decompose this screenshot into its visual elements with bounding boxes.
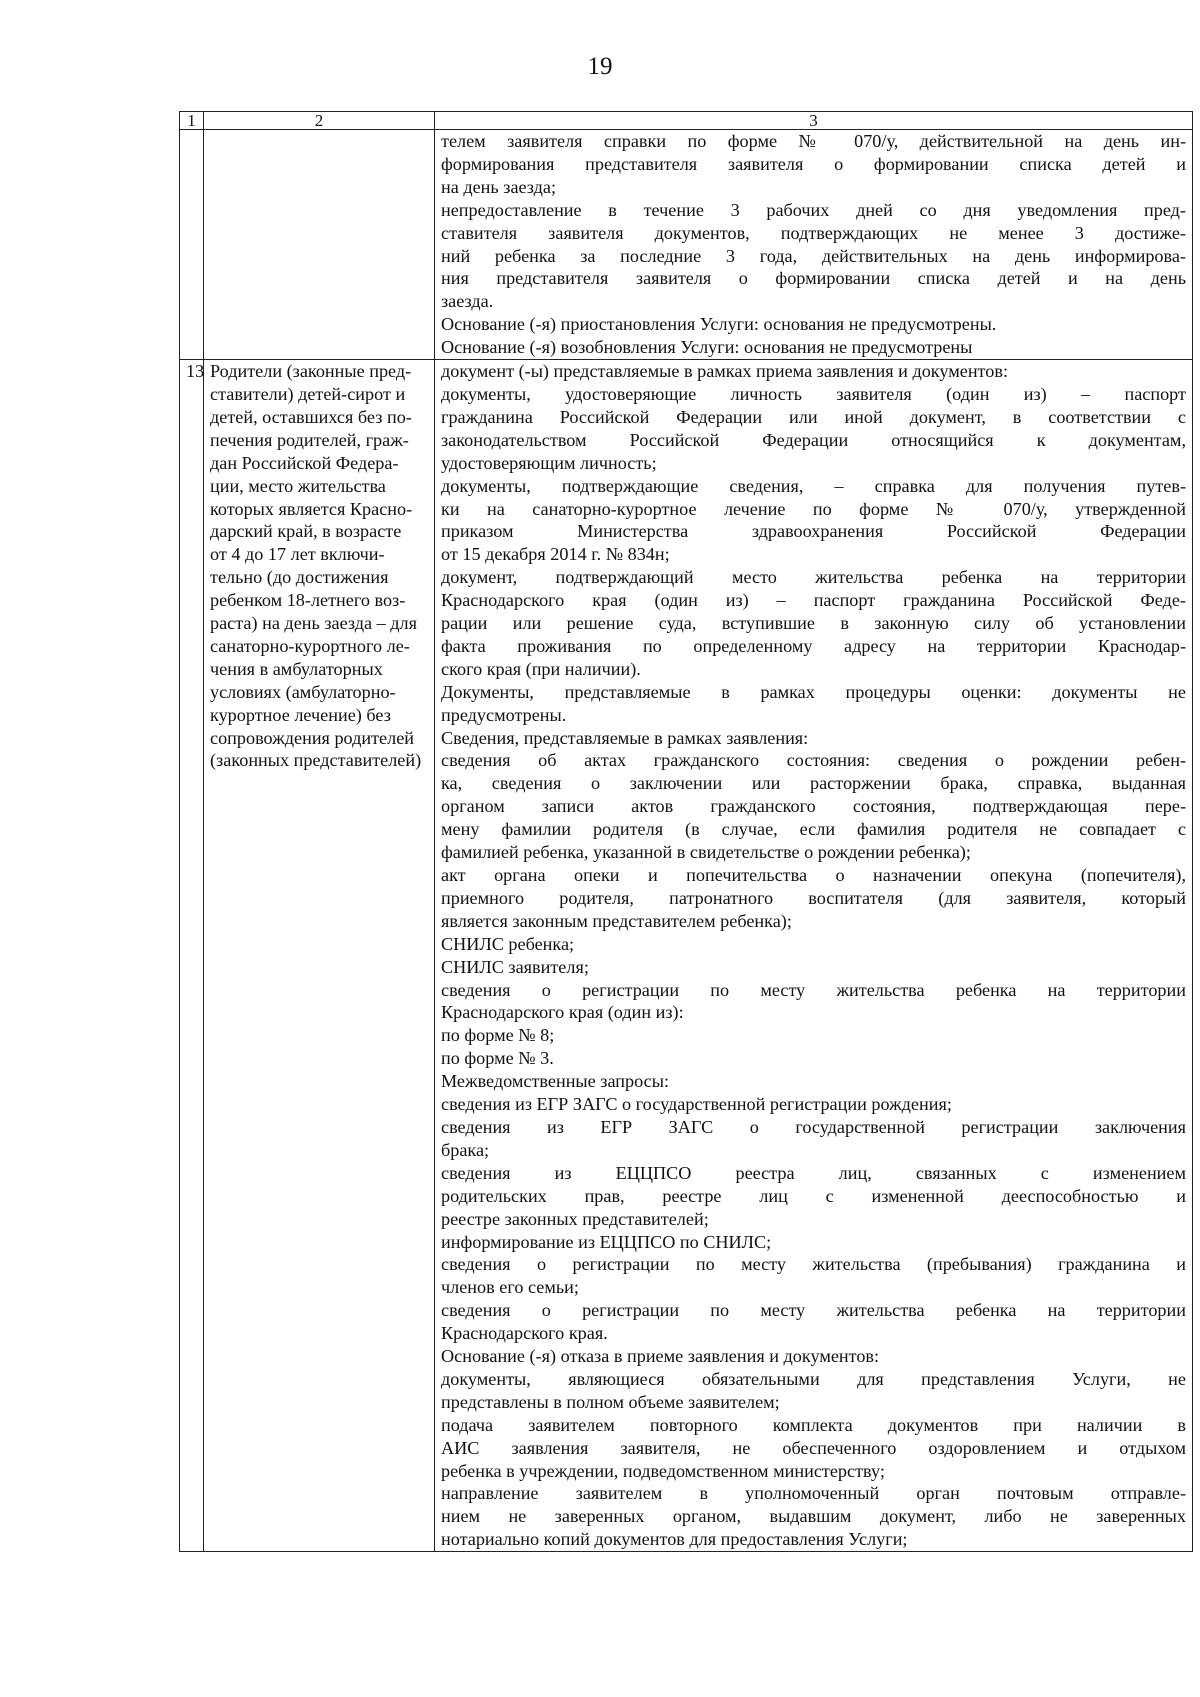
text-line: ции, место жительства	[210, 475, 386, 496]
text-line: от 15 декабря 2014 г. № 834н;	[441, 544, 670, 565]
text-line: направление заявителем в уполномоченный орган почтовым отправле-	[441, 1483, 1186, 1504]
text-line: сведения из ЕГР ЗАГС о государственной регистрации заключения	[441, 1116, 1186, 1137]
row-number-cell	[180, 130, 204, 360]
text-line: приемного родителя, патронатного воспитателя (для заявителя, который	[441, 887, 1186, 908]
text-line: сведения о регистрации по месту жительства ребенка на территории	[441, 1300, 1186, 1321]
details-cell	[435, 130, 1193, 360]
text-line: формирования представителя заявителя о формировании списка детей и	[441, 153, 1186, 174]
category-cell	[204, 130, 435, 360]
text-line: законодательством Российской Федерации относящийся к документам,	[441, 429, 1186, 450]
details-text	[441, 360, 1186, 1551]
text-line: документы, удостоверяющие личность заявителя (один из) – паспорт	[441, 383, 1186, 404]
text-line: документ, подтверждающий место жительства ребенка на территории	[441, 567, 1186, 588]
text-line: дарский край, в возрасте	[210, 521, 402, 542]
text-line: гражданина Российской Федерации или иной документ, в соответствии с	[441, 406, 1186, 427]
row-number-cell: 13	[180, 360, 204, 1552]
text-line: ставителя заявителя документов, подтверждающих не менее 3 достиже-	[441, 222, 1186, 243]
text-line: на день заезда;	[441, 176, 557, 197]
text-line: Сведения, представляемые в рамках заявления:	[441, 727, 809, 748]
text-line: органом записи актов гражданского состояния, подтверждающая пере-	[441, 796, 1186, 817]
text-line: является законным представителем ребенка);	[441, 910, 792, 931]
category-text	[210, 360, 428, 772]
text-line: нотариально копий документов для предоставления Услуги;	[441, 1529, 908, 1550]
text-line: удостоверяющим личность;	[441, 452, 657, 473]
text-line: членов его семьи;	[441, 1277, 579, 1298]
text-line: тельно (до достижения	[210, 567, 389, 588]
text-line: по форме № 8;	[441, 1025, 555, 1046]
text-line: от 4 до 17 лет включи-	[210, 544, 385, 565]
text-line: брака;	[441, 1139, 490, 1160]
text-line: сведения об актах гражданского состояния: сведения о рождении ребен-	[441, 750, 1186, 771]
header-col-2: 2	[204, 112, 435, 130]
text-line: ского края (при наличии).	[441, 658, 641, 679]
text-line: условиях (амбулаторно-	[210, 681, 396, 702]
text-line: Документы, представляемые в рамках процедуры оценки: документы не	[441, 681, 1186, 702]
details-cell	[435, 360, 1193, 1552]
table-row-continuation	[180, 130, 1193, 360]
text-line: фамилией ребенка, указанной в свидетельстве о рождении ребенка);	[441, 842, 971, 863]
text-line: информирование из ЕЦЦПСО по СНИЛС;	[441, 1231, 772, 1252]
text-line: Краснодарского края.	[441, 1323, 608, 1344]
text-line: ка, сведения о заключении или расторжении брака, справка, выданная	[441, 773, 1186, 794]
text-line: Основание (-я) возобновления Услуги: основания не предусмотрены	[441, 337, 973, 358]
table-header-row	[180, 112, 1193, 130]
text-line: документ (-ы) представляемые в рамках приема заявления и документов:	[441, 361, 1008, 382]
category-cell	[204, 360, 435, 1552]
text-line: сопровождения родителей	[210, 727, 415, 748]
text-line: ребенка в учреждении, подведомственном министерству;	[441, 1460, 885, 1481]
text-line: нием не заверенных органом, выдавшим документ, либо не заверенных	[441, 1506, 1186, 1527]
text-line: родительских прав, реестре лиц с измененной дееспособностью и	[441, 1185, 1186, 1206]
text-line: раста) на день заезда – для	[210, 613, 417, 634]
text-line: заезда.	[441, 291, 494, 312]
text-line: курортное лечение) без	[210, 704, 391, 725]
text-line: которых является Красно-	[210, 498, 413, 519]
text-line: непредоставление в течение 3 рабочих дней со дня уведомления пред-	[441, 199, 1186, 220]
text-line: Краснодарского края (один из) – паспорт гражданина Российской Феде-	[441, 590, 1186, 611]
text-line: (законных представителей)	[210, 750, 422, 771]
text-line: документы, подтверждающие сведения, – справка для получения путев-	[441, 475, 1186, 496]
text-line: Краснодарского края (один из):	[441, 1002, 684, 1023]
text-line: АИС заявления заявителя, не обеспеченного оздоровлением и отдыхом	[441, 1437, 1186, 1458]
text-line: предусмотрены.	[441, 704, 567, 725]
text-line: по форме № 3.	[441, 1048, 554, 1069]
text-line: ний ребенка за последние 3 года, действительных на день информирова-	[441, 245, 1186, 266]
text-line: детей, оставшихся без по-	[210, 406, 412, 427]
text-line: сведения из ЕГР ЗАГС о государственной регистрации рождения;	[441, 1094, 952, 1115]
details-text	[441, 130, 1186, 359]
text-line: ставители) детей-сирот и	[210, 383, 406, 404]
text-line: Межведомственные запросы:	[441, 1071, 670, 1092]
text-line: Основание (-я) приостановления Услуги: основания не предусмотрены.	[441, 314, 997, 335]
text-line: приказом Министерства здравоохранения Российской Федерации	[441, 521, 1186, 542]
text-line: представлены в полном объеме заявителем;	[441, 1391, 780, 1412]
text-line: СНИЛС заявителя;	[441, 956, 589, 977]
text-line: чения в амбулаторных	[210, 658, 383, 679]
text-line: Основание (-я) отказа в приеме заявления и документов:	[441, 1346, 880, 1367]
page-number: 19	[587, 53, 613, 80]
header-col-1: 1	[180, 112, 204, 130]
text-line: сведения из ЕЦЦПСО реестра лиц, связанных с изменением	[441, 1162, 1186, 1183]
text-line: СНИЛС ребенка;	[441, 933, 575, 954]
requirements-table	[179, 111, 1193, 1552]
table-row-13	[180, 360, 1193, 1552]
text-line: реестре законных представителей;	[441, 1208, 709, 1229]
text-line: ребенком 18-летнего воз-	[210, 590, 406, 611]
text-line: мену фамилии родителя (в случае, если фамилия родителя не совпадает с	[441, 819, 1186, 840]
text-line: акт органа опеки и попечительства о назначении опекуна (попечителя),	[441, 865, 1186, 885]
text-line: ния представителя заявителя о формировании списка детей и на день	[441, 268, 1186, 289]
text-line: санаторно-курортного ле-	[210, 635, 410, 656]
text-line: сведения о регистрации по месту жительства (пребывания) гражданина и	[441, 1254, 1186, 1275]
text-line: подача заявителем повторного комплекта документов при наличии в	[441, 1414, 1186, 1435]
text-line: печения родителей, граж-	[210, 429, 409, 450]
text-line: сведения о регистрации по месту жительства ребенка на территории	[441, 979, 1186, 1000]
text-line: ки на санаторно-курортное лечение по форме № 070/у, утвержденной	[441, 498, 1186, 519]
header-col-3: 3	[435, 112, 1193, 130]
text-line: документы, являющиеся обязательными для представления Услуги, не	[441, 1368, 1186, 1389]
text-line: дан Российской Федера-	[210, 452, 399, 473]
text-line: рации или решение суда, вступившие в законную силу об установлении	[441, 613, 1186, 634]
text-line: факта проживания по определенному адресу на территории Краснодар-	[441, 635, 1186, 656]
text-line: Родители (законные пред-	[210, 361, 412, 382]
text-line: телем заявителя справки по форме № 070/у, действительной на день ин-	[441, 131, 1186, 151]
